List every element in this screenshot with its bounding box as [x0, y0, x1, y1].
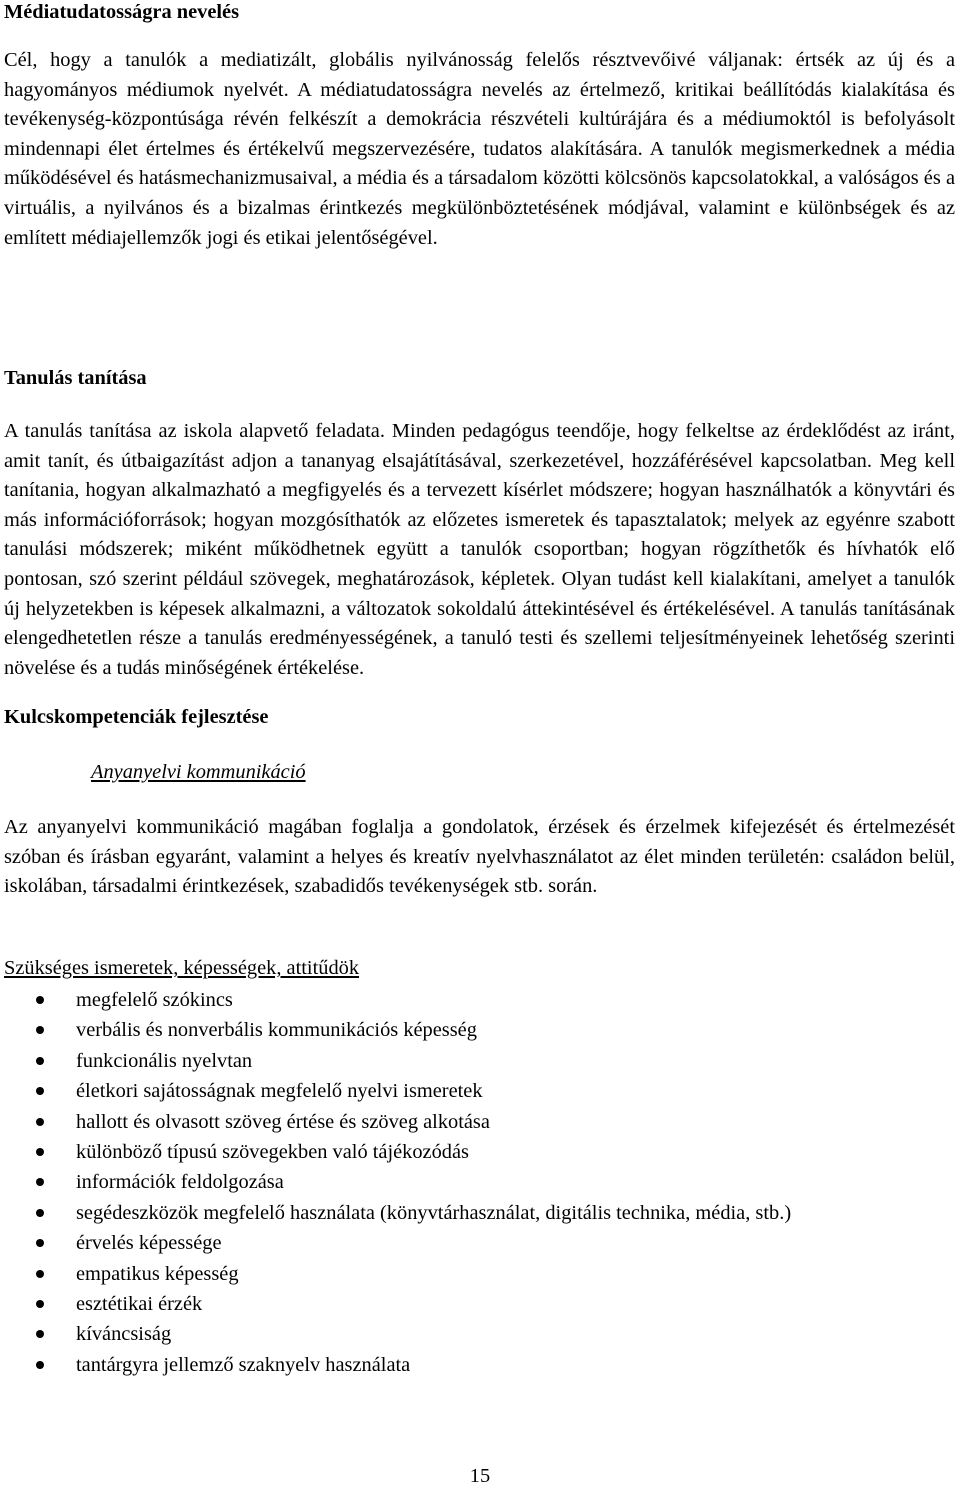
bullet-icon — [36, 1057, 44, 1065]
bullet-icon — [36, 1209, 44, 1217]
bullet-icon — [36, 1239, 44, 1247]
bullet-icon — [36, 1270, 44, 1278]
bullet-icon — [36, 1026, 44, 1034]
list-item: információk feldolgozása — [4, 1167, 791, 1197]
list-item: életkori sajátosságnak megfelelő nyelvi ismeretek — [4, 1076, 791, 1106]
list-title-required-skills: Szükséges ismeretek, képességek, attitűdök — [4, 957, 360, 979]
bullet-icon — [36, 1300, 44, 1308]
bullet-icon — [36, 1178, 44, 1186]
paragraph-media-literacy: Cél, hogy a tanulók a mediatizált, globális nyilvánosság felelős résztvevőivé váljanak: értsék az új és a hagyományos médiumok nyelvét. A médiatudatosságra nevelés az értelmező, kritikai beállítódás kialakítása és tevékenység-központúsága révén felkészít a demokrácia részvételi kultúrájára és a médiumoktól is befolyásolt mindennapi élet értelmes és értékelvű megszervezésére, tudatos alakítására. A tanulók megismerkednek a média működésével és hatásmechanizmusaival, a média és a társadalom közötti kölcsönös kapcsolatokkal, a valóságos és a virtuális, a nyilvános és a bizalmas érintkezés megkülönböztetésének módjával, valamint e különbségek és az említett médiajellemzők jogi és etikai jelentőségével. — [4, 49, 955, 249]
list-item: különböző típusú szövegekben való tájékozódás — [4, 1137, 791, 1167]
paragraph-mother-tongue-communication: Az anyanyelvi kommunikáció magában foglalja a gondolatok, érzések és érzelmek kifejezését és értelmezését szóban és írásban egyaránt, valamint a helyes és kreatív nyelvhasználatot az élet minden területén: családon belül, iskolában, társadalmi érintkezések, szabadidős tevékenységek stb. során. — [4, 816, 955, 898]
subheading-mother-tongue-communication: Anyanyelvi kommunikáció — [91, 761, 306, 783]
heading-media-literacy: Médiatudatosságra nevelés — [4, 1, 240, 23]
list-item: megfelelő szókincs — [4, 985, 791, 1015]
list-item: kíváncsiság — [4, 1319, 791, 1349]
list-item: esztétikai érzék — [4, 1289, 791, 1319]
list-item: hallott és olvasott szöveg értése és szöveg alkotása — [4, 1107, 791, 1137]
bullet-icon — [36, 1361, 44, 1369]
bullet-icon — [36, 996, 44, 1004]
list-item: empatikus képesség — [4, 1259, 791, 1289]
list-item: funkcionális nyelvtan — [4, 1046, 791, 1076]
list-item: segédeszközök megfelelő használata (könyvtárhasználat, digitális technika, média, stb.) — [4, 1198, 791, 1228]
bullet-icon — [36, 1118, 44, 1126]
page-number: 15 — [469, 1465, 491, 1487]
heading-learning-to-learn: Tanulás tanítása — [4, 367, 147, 389]
bullet-icon — [36, 1330, 44, 1338]
skills-list — [4, 985, 791, 1380]
list-item: érvelés képessége — [4, 1228, 791, 1258]
heading-key-competences: Kulcskompetenciák fejlesztése — [4, 706, 269, 728]
list-item: tantárgyra jellemző szaknyelv használata — [4, 1350, 791, 1380]
bullet-icon — [36, 1148, 44, 1156]
list-item: verbális és nonverbális kommunikációs képesség — [4, 1015, 791, 1045]
bullet-icon — [36, 1087, 44, 1095]
paragraph-learning-to-learn: A tanulás tanítása az iskola alapvető feladata. Minden pedagógus teendője, hogy felkeltse az érdeklődést az iránt, amit tanít, és útbaigazítást adjon a tananyag elsajátításával, szerkezetével, hozzáférésével kapcsolatban. Meg kell tanítania, hogyan alkalmazható a megfigyelés és a tervezett kísérlet módszere; hogyan használhatók a könyvtári és más információforrások; hogyan mozgósíthatók az előzetes ismeretek és tapasztalatok; melyek az egyénre szabott tanulási módszerek; miként működhetnek együtt a tanulók csoportban; hogyan rögzíthetők és hívhatók elő pontosan, szó szerint például szövegek, meghatározások, képletek. Olyan tudást kell kialakítani, amelyet a tanulók új helyzetekben is képesek alkalmazni, a változatok sokoldalú áttekintésével és értékelésével. A tanulás tanításának elengedhetetlen része a tanulás eredményességének, a tanuló testi és szellemi teljesítményeinek lehetőség szerinti növelése és a tudás minőségének értékelése. — [4, 420, 955, 679]
